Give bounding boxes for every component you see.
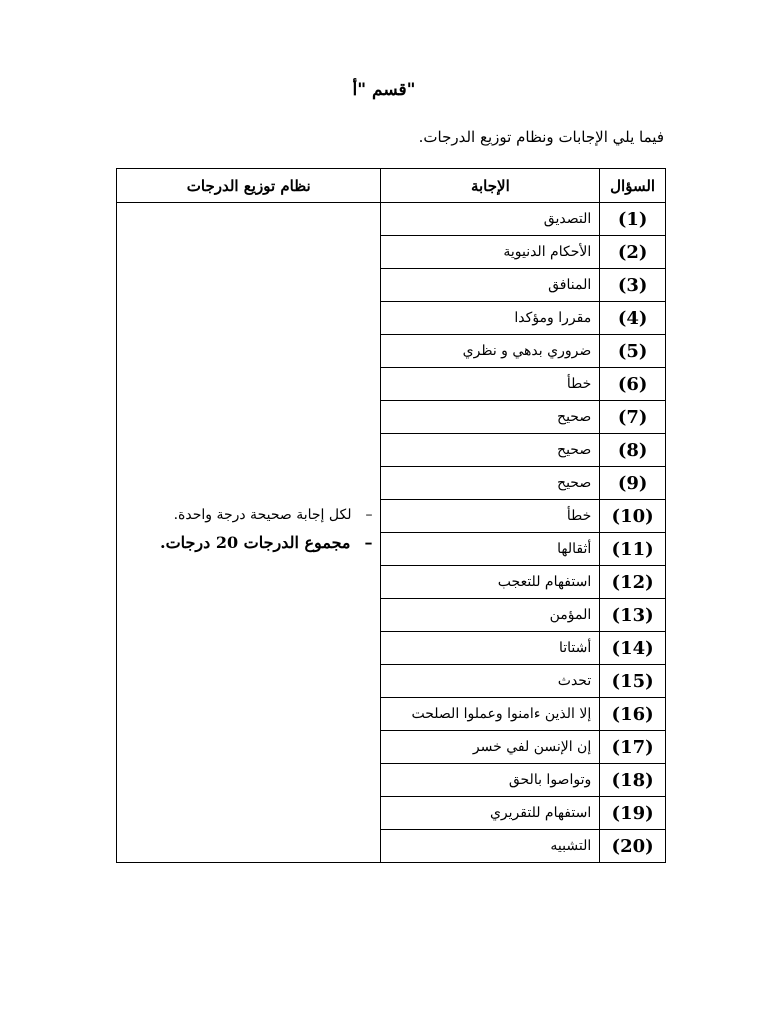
grading-item <box>125 505 372 525</box>
answer-cell: صحيح <box>381 434 600 467</box>
question-number: (15) <box>600 665 666 698</box>
list-dash: – <box>365 506 373 523</box>
question-number: (19) <box>600 797 666 830</box>
answer-cell: استفهام للتعجب <box>381 566 600 599</box>
list-dash: – <box>364 532 373 552</box>
grading-cell <box>117 203 381 863</box>
grading-list <box>125 505 372 553</box>
answers-table <box>116 168 666 863</box>
answer-cell: خطأ <box>381 368 600 401</box>
question-number: (7) <box>600 401 666 434</box>
header-grading: نظام توزيع الدرجات <box>117 169 381 203</box>
header-answer: الإجابة <box>381 169 600 203</box>
question-number: (18) <box>600 764 666 797</box>
question-number: (13) <box>600 599 666 632</box>
answer-cell: مقررا ومؤكدا <box>381 302 600 335</box>
answer-cell: المنافق <box>381 269 600 302</box>
answer-cell: الأحكام الدنيوية <box>381 236 600 269</box>
question-number: (16) <box>600 698 666 731</box>
answer-cell: التشبيه <box>381 830 600 863</box>
question-number: (5) <box>600 335 666 368</box>
question-number: (6) <box>600 368 666 401</box>
answer-cell: خطأ <box>381 500 600 533</box>
answer-cell: صحيح <box>381 401 600 434</box>
table-row <box>117 203 666 236</box>
question-number: (8) <box>600 434 666 467</box>
question-number: (14) <box>600 632 666 665</box>
question-number: (12) <box>600 566 666 599</box>
grading-note-per-answer: لكل إجابة صحيحة درجة واحدة. <box>173 506 352 523</box>
question-number: (3) <box>600 269 666 302</box>
question-number: (4) <box>600 302 666 335</box>
answer-cell: أثقالها <box>381 533 600 566</box>
answer-cell: المؤمن <box>381 599 600 632</box>
question-number: (10) <box>600 500 666 533</box>
question-number: (2) <box>600 236 666 269</box>
intro-text: فيما يلي الإجابات ونظام توزيع الدرجات. <box>418 128 664 146</box>
grading-item <box>125 533 372 553</box>
page-title: قسم "أ" <box>352 80 416 100</box>
answer-cell: استفهام للتقريري <box>381 797 600 830</box>
question-number: (9) <box>600 467 666 500</box>
question-number: (1) <box>600 203 666 236</box>
answer-cell: التصديق <box>381 203 600 236</box>
answer-cell: تحدث <box>381 665 600 698</box>
question-number: (11) <box>600 533 666 566</box>
answer-cell: ضروري بدهي و نظري <box>381 335 600 368</box>
header-question: السؤال <box>600 169 666 203</box>
question-number: (17) <box>600 731 666 764</box>
answer-cell: إن الإنسن لفي خسر <box>381 731 600 764</box>
question-number: (20) <box>600 830 666 863</box>
grading-note-total: مجموع الدرجات 20 درجات. <box>160 532 351 552</box>
answer-cell: صحيح <box>381 467 600 500</box>
table-header-row <box>117 169 666 203</box>
answer-cell: أشتاتا <box>381 632 600 665</box>
answer-cell: وتواصوا بالحق <box>381 764 600 797</box>
answer-cell: إلا الذين ءامنوا وعملوا الصلحت <box>381 698 600 731</box>
